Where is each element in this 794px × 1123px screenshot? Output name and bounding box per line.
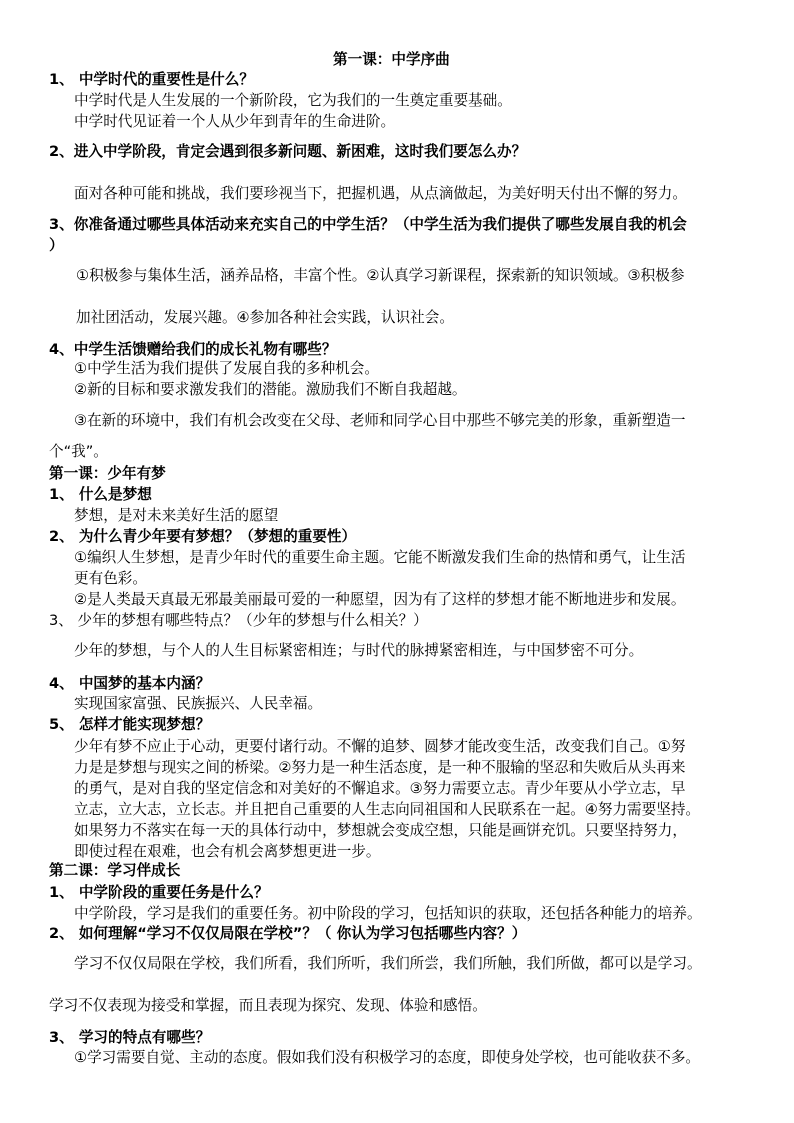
- text-line: ①中学生活为我们提供了发展自我的多种机会。: [74, 360, 379, 377]
- section-heading: 第一课：少年有梦: [49, 465, 166, 482]
- section-heading: 5、 怎样才能实现梦想？: [49, 716, 211, 733]
- text-line: 学习不仅仅局限在学校，我们所看，我们所听，我们所尝，我们所触，我们所做，都可以是学习。: [74, 955, 702, 972]
- section-heading: 2、 为什么青少年要有梦想？（梦想的重要性）: [49, 528, 357, 545]
- section-heading: 3、你准备通过哪些具体活动来充实自己的中学生活？（中学生活为我们提供了哪些发展自我的机会: [49, 216, 687, 233]
- text-line: 立志，立大志，立长志。并且把自己重要的人生志向同祖国和人民联系在一起。④努力需要坚持。: [74, 801, 701, 818]
- text-line: ①编织人生梦想，是青少年时代的重要生命主题。它能不断激发我们生命的热情和勇气，让生活: [74, 549, 686, 566]
- text-line: 个“我”。: [49, 443, 108, 460]
- text-line: ②新的目标和要求激发我们的潜能。激励我们不断自我超越。: [74, 381, 467, 398]
- text-line: 的勇气，是对自我的坚定信念和对美好的不懈追求。③努力需要立志。青少年要从小学立志，早: [74, 780, 686, 797]
- section-heading: 1、 中学时代的重要性是什么？: [49, 71, 254, 88]
- text-line: ③在新的环境中，我们有机会改变在父母、老师和同学心目中那些不够完美的形象，重新塑造一: [74, 412, 686, 429]
- text-line: 更有色彩。: [74, 570, 147, 587]
- section-heading: 2、进入中学阶段，肯定会遇到很多新问题、新困难，这时我们要怎么办？: [49, 143, 527, 160]
- text-line: 学习不仅表现为接受和掌握，而且表现为探究、发现、体验和感悟。: [49, 997, 487, 1014]
- text-line: 中学时代是人生发展的一个新阶段，它为我们的一生奠定重要基础。: [74, 92, 512, 109]
- text-line: ②是人类最天真最无邪最美丽最可爱的一种愿望，因为有了这样的梦想才能不断地进步和发展。: [74, 591, 686, 608]
- section-heading: 2、 如何理解“学习不仅仅局限在学校”？（ 你认为学习包括哪些内容？）: [49, 925, 527, 942]
- text-line: 中学时代见证着一个人从少年到青年的生命进阶。: [74, 113, 396, 130]
- section-heading: ）: [49, 237, 64, 254]
- text-line: 加社团活动，发展兴趣。④参加各种社会实践，认识社会。: [76, 309, 454, 326]
- section-heading: 4、 中国梦的基本内涵？: [49, 675, 211, 692]
- text-line: 3、 少年的梦想有哪些特点？（少年的梦想与什么相关？）: [49, 612, 428, 629]
- section-heading: 4、中学生活馈赠给我们的成长礼物有哪些？: [49, 341, 337, 358]
- text-line: 如果努力不落实在每一天的具体行动中，梦想就会变成空想，只能是画饼充饥。只要坚持努力，: [74, 822, 687, 839]
- text-line: 力是是梦想与现实之间的桥梁。②努力是一种生活态度，是一种不服输的坚忍和失败后从头再来: [74, 759, 686, 776]
- text-line: 实现国家富强、民族振兴、人民幸福。: [74, 695, 323, 712]
- text-line: ①学习需要自觉、主动的态度。假如我们没有积极学习的态度，即使身处学校，也可能收获不多。: [74, 1049, 701, 1066]
- text-line: 即使过程在艰难，也会有机会离梦想更进一步。: [74, 843, 381, 860]
- page-title: 第一课：中学序曲: [333, 51, 450, 68]
- section-heading: 1、 什么是梦想: [49, 486, 152, 503]
- text-line: 少年的梦想，与个人的人生目标紧密相连；与时代的脉搏紧密相连，与中国梦密不可分。: [74, 642, 644, 659]
- section-heading: 第二课：学习伴成长: [49, 862, 181, 879]
- text-line: 少年有梦不应止于心动，更要付诸行动。不懈的追梦、圆梦才能改变生活，改变我们自己。①努: [74, 738, 686, 755]
- text-line: 梦想，是对未来美好生活的愿望: [74, 507, 279, 524]
- text-line: ①积极参与集体生活，涵养品格，丰富个性。②认真学习新课程，探索新的知识领域。③积极参: [76, 267, 685, 284]
- section-heading: 3、 学习的特点有哪些？: [49, 1029, 211, 1046]
- section-heading: 1、 中学阶段的重要任务是什么？: [49, 884, 269, 901]
- text-line: 面对各种可能和挑战，我们要珍视当下，把握机遇，从点滴做起，为美好明天付出不懈的努力。: [74, 185, 687, 202]
- text-line: 中学阶段，学习是我们的重要任务。初中阶段的学习，包括知识的获取，还包括各种能力的培养。: [74, 905, 702, 922]
